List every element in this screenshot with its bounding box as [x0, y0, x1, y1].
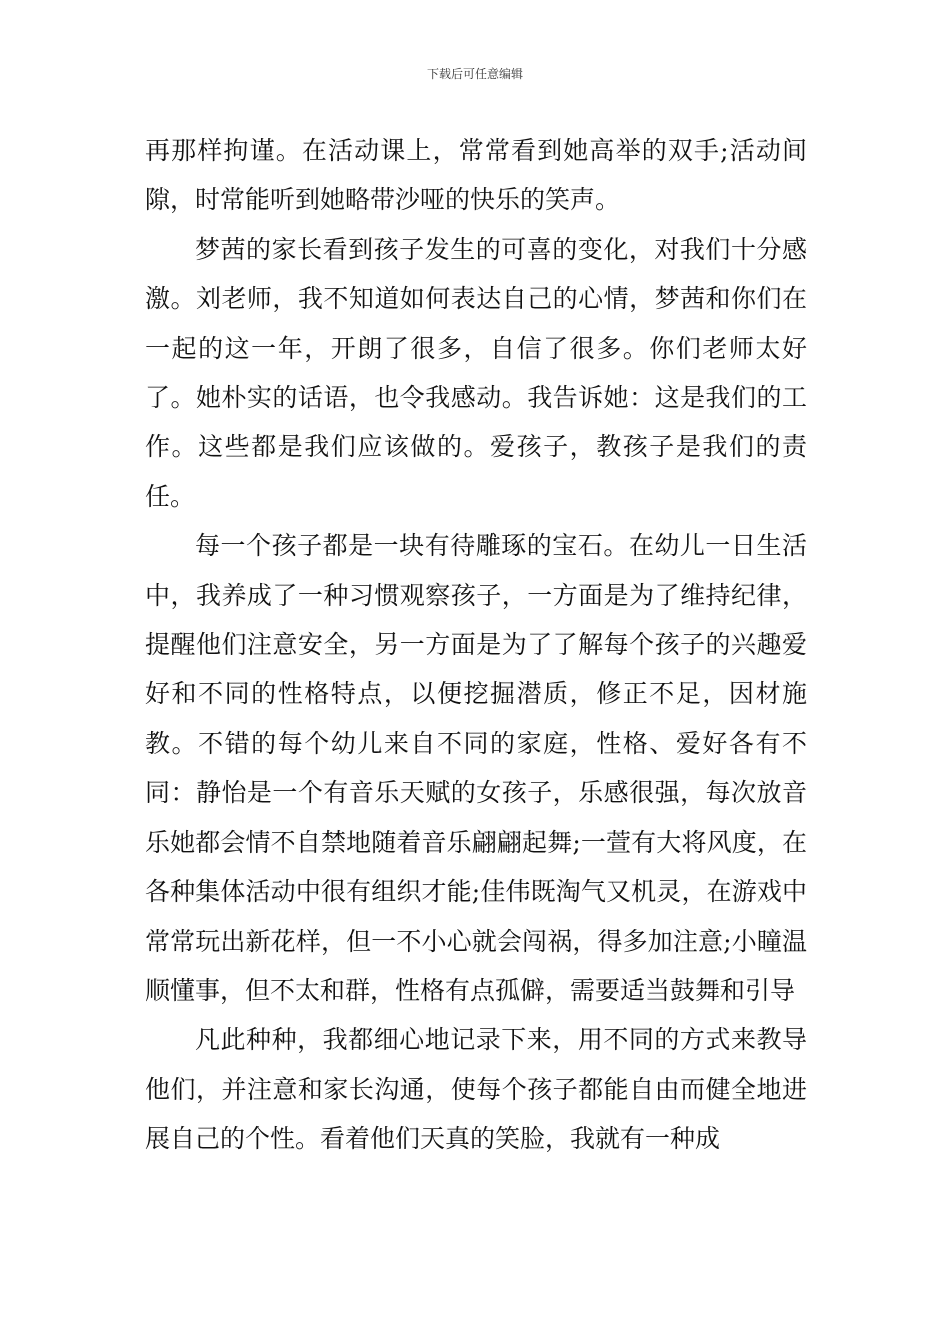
- paragraph: 梦茜的家长看到孩子发生的可喜的变化，对我们十分感激。刘老师，我不知道如何表达自己的心情，梦茜和你们在一起的这一年，开朗了很多，自信了很多。你们老师太好了。她朴实的话语，也令我感动。我告诉她：这是我们的工作。这些都是我们应该做的。爱孩子，教孩子是我们的责任。: [145, 234, 807, 511]
- paragraph-continuation: 再那样拘谨。在活动课上，常常看到她高举的双手;活动间隙，时常能听到她略带沙哑的快乐的笑声。: [145, 136, 807, 215]
- page-header: 下载后可任意编辑: [426, 67, 523, 81]
- paragraph: 凡此种种，我都细心地记录下来，用不同的方式来教导他们，并注意和家长沟通，使每个孩子都能自由而健全地进展自己的个性。看着他们天真的笑脸，我就有一种成: [145, 1025, 807, 1154]
- paragraph: 每一个孩子都是一块有待雕琢的宝石。在幼儿一日生活中，我养成了一种习惯观察孩子，一方面是为了维持纪律，提醒他们注意安全，另一方面是为了了解每个孩子的兴趣爱好和不同的性格特点，以便挖掘潜质，修正不足，因材施教。不错的每个幼儿来自不同的家庭，性格、爱好各有不同：静怡是一个有音乐天赋的女孩子，乐感很强，每次放音乐她都会情不自禁地随着音乐翩翩起舞;一萱有大将风度，在各种集体活动中很有组织才能;佳伟既淘气又机灵，在游戏中常常玩出新花样，但一不小心就会闯祸，得多加注意;小瞳温顺懂事，但不太和群，性格有点孤僻，需要适当鼓舞和引导: [145, 531, 807, 1005]
- document-body: [145, 126, 807, 1164]
